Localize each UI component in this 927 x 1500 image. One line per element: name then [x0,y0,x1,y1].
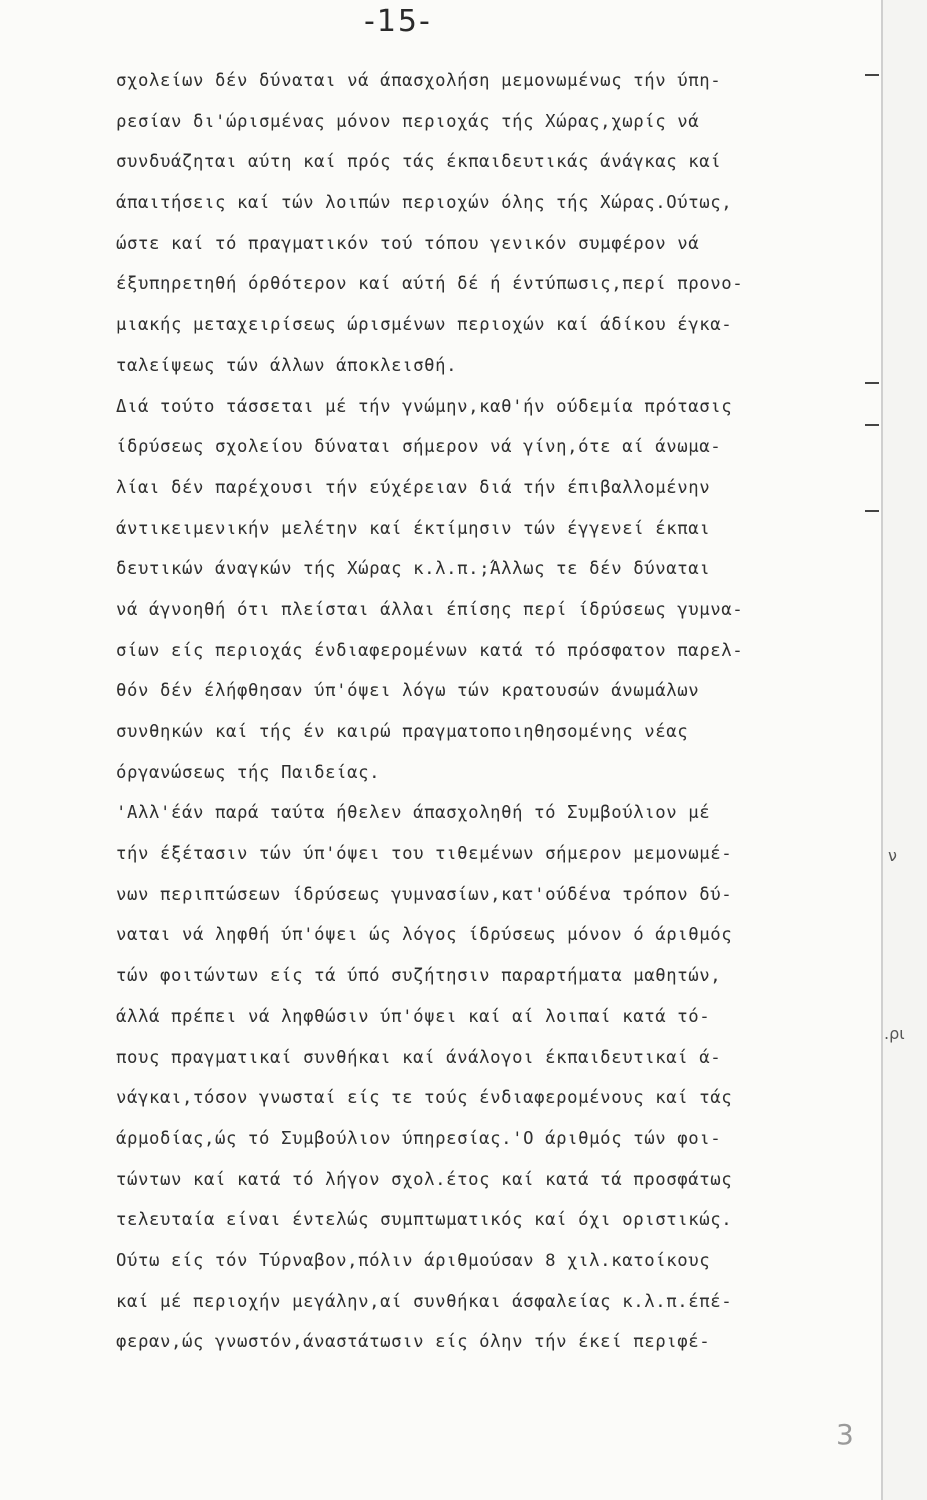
text-line: θόν δέν έλήφθησαν ύπ'όψει λόγω τών κρατουσών άνωμάλων [116,681,700,702]
text-line: πους πραγματικαί συνθήκαι καί άνάλογοι έκπαιδευτικαί ά- [116,1047,722,1068]
text-line: άπαιτήσεις καί τών λοιπών περιοχών όλης τής Χώρας.Ούτως, [116,193,733,214]
scan-right-strip [883,0,927,1500]
text-line: νων περιπτώσεων ίδρύσεως γυμνασίων,κατ'ούδένα τρόπον δύ- [116,884,733,905]
handwritten-number: 3 [836,1418,854,1451]
text-line: φεραν,ώς γνωστόν,άναστάτωσιν είς όλην τήν έκεί περιφέ- [116,1332,711,1353]
text-line: σίων είς περιοχάς ένδιαφερομένων κατά τό πρόσφατον παρελ- [116,640,744,661]
text-line: τών φοιτώντων είς τά ύπό συζήτησιν παραρτήματα μαθητών, [116,966,722,987]
margin-letter-pi: .ρι [884,1024,905,1043]
text-line: ώστε καί τό πραγματικόν τού τόπου γενικόν συμφέρον νά [116,233,700,254]
margin-letter-v: ν [888,846,897,865]
text-line: τώντων καί κατά τό λήγον σχολ.έτος καί κατά τά προσφάτως [116,1169,733,1190]
text-line: νάγκαι,τόσον γνωσταί είς τε τούς ένδιαφερομένους καί τάς [116,1088,733,1109]
text-line: ρεσίαν δι'ώρισμένας μόνον περιοχάς τής Χώρας,χωρίς νά [116,111,700,132]
text-line: 'Αλλ'έάν παρά ταύτα ήθελεν άπασχοληθή τό Συμβούλιον μέ [116,803,711,824]
text-line: ταλείψεως τών άλλων άποκλεισθή. [116,355,458,376]
margin-tick-mark [865,510,879,512]
text-line: τήν έξέτασιν τών ύπ'όψει του τιθεμένων σήμερον μεμονωμέ- [116,844,733,865]
text-line: καί μέ περιοχήν μεγάλην,αί συνθήκαι άσφαλείας κ.λ.π.έπέ- [116,1291,733,1312]
text-line: ίδρύσεως σχολείου δύναται σήμερον νά γίνη,ότε αί άνωμα- [116,437,722,458]
text-line: μιακής μεταχειρίσεως ώρισμένων περιοχών καί άδίκου έγκα- [116,315,733,336]
text-line: Ούτω είς τόν Τύρναβον,πόλιν άριθμούσαν 8 χιλ.κατοίκους [116,1250,711,1271]
text-line: όργανώσεως τής Παιδείας. [116,762,381,783]
text-line: συνθηκών καί τής έν καιρώ πραγματοποιηθησομένης νέας [116,722,689,742]
text-line: νά άγνοηθή ότι πλείσται άλλαι έπίσης περί ίδρύσεως γυμνα- [116,599,744,620]
page-number: -15- [364,4,432,39]
text-line: Διά τούτο τάσσεται μέ τήν γνώμην,καθ'ήν ούδεμία πρότασις [116,396,733,417]
document-body [116,66,866,1368]
text-line: έξυπηρετηθή όρθότερον καί αύτή δέ ή έντύπωσις,περί προνο- [116,274,744,295]
text-line: λίαι δέν παρέχουσι τήν εύχέρειαν διά τήν έπιβαλλομένην [116,477,711,498]
text-line: άρμοδίας,ώς τό Συμβούλιον ύπηρεσίας.'Ο άριθμός τών φοι- [116,1128,722,1149]
text-line: δευτικών άναγκών τής Χώρας κ.λ.π.;Άλλως τε δέν δύναται [116,559,711,580]
margin-tick-mark [865,74,879,76]
text-line: τελευταία είναι έντελώς συμπτωματικός καί όχι οριστικώς. [116,1210,733,1231]
text-line: ναται νά ληφθή ύπ'όψει ώς λόγος ίδρύσεως μόνον ό άριθμός [116,925,733,946]
margin-tick-mark [865,382,879,384]
margin-tick-mark [865,424,879,426]
text-line: άντικειμενικήν μελέτην καί έκτίμησιν τών έγγενεί έκπαι [116,518,711,539]
text-line: συνδυάζηται αύτη καί πρός τάς έκπαιδευτικάς άνάγκας καί [116,152,722,173]
text-line: άλλά πρέπει νά ληφθώσιν ύπ'όψει καί αί λοιπαί κατά τό- [116,1006,711,1027]
text-line: σχολείων δέν δύναται νά άπασχολήση μεμονωμένως τήν ύπη- [116,71,722,91]
page-edge-line [881,0,883,1500]
